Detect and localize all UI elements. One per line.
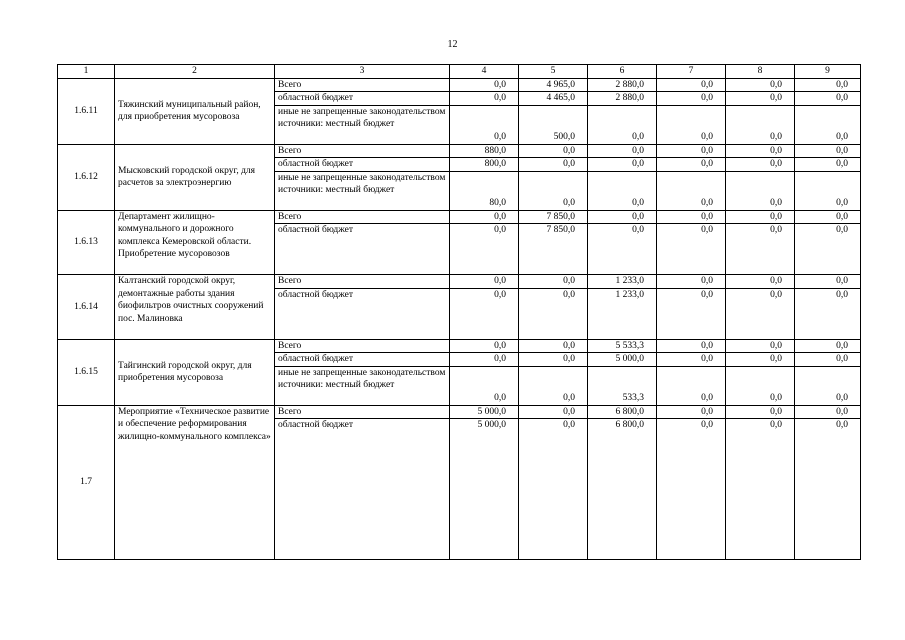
page-number: 12	[447, 39, 458, 50]
amount-cell: 0,0	[519, 158, 588, 172]
amount-cell: 0,0	[588, 144, 657, 158]
amount-cell: 0,0	[657, 92, 726, 106]
amount-cell: 0,0	[657, 78, 726, 92]
amount-cell: 0,0	[519, 275, 588, 289]
amount-cell: 0,0	[657, 275, 726, 289]
column-header: 8	[726, 65, 795, 79]
item-code: 1.6.12	[58, 144, 115, 210]
amount-cell: 0,0	[726, 92, 795, 106]
amount-cell: 0,0	[657, 339, 726, 353]
funding-source: иные не запрещенные законодательством источники: местный бюджет	[275, 366, 450, 405]
funding-source: иные не запрещенные законодательством источники: местный бюджет	[275, 171, 450, 210]
amount-cell: 0,0	[795, 210, 861, 224]
amount-cell: 0,0	[588, 210, 657, 224]
funding-source: областной бюджет	[275, 158, 450, 172]
amount-cell: 0,0	[450, 339, 519, 353]
funding-source: Всего	[275, 144, 450, 158]
amount-cell: 0,0	[450, 210, 519, 224]
amount-cell: 0,0	[519, 144, 588, 158]
amount-cell: 0,0	[726, 353, 795, 367]
item-code: 1.6.11	[58, 78, 115, 144]
amount-cell: 5 000,0	[450, 405, 519, 419]
amount-cell: 7 850,0	[519, 224, 588, 275]
amount-cell: 0,0	[657, 353, 726, 367]
amount-cell: 0,0	[657, 210, 726, 224]
amount-cell: 0,0	[450, 275, 519, 289]
amount-cell: 0,0	[657, 158, 726, 172]
amount-cell: 0,0	[726, 144, 795, 158]
amount-cell: 0,0	[588, 224, 657, 275]
amount-cell: 533,3	[588, 366, 657, 405]
amount-cell: 0,0	[450, 92, 519, 106]
amount-cell: 0,0	[588, 158, 657, 172]
amount-cell: 5 000,0	[450, 419, 519, 560]
table-row	[58, 339, 861, 353]
amount-cell: 80,0	[450, 171, 519, 210]
funding-source: Всего	[275, 405, 450, 419]
amount-cell: 0,0	[726, 288, 795, 339]
table-row	[58, 78, 861, 92]
amount-cell: 0,0	[795, 339, 861, 353]
amount-cell: 0,0	[519, 419, 588, 560]
amount-cell: 0,0	[795, 224, 861, 275]
funding-source: Всего	[275, 78, 450, 92]
funding-source: иные не запрещенные законодательством источники: местный бюджет	[275, 105, 450, 144]
amount-cell: 0,0	[588, 171, 657, 210]
item-description: Мероприятие «Техническое развитие и обеспечение реформирования жилищно-коммунального комплекса»	[115, 405, 275, 560]
table-row	[58, 405, 861, 419]
amount-cell: 5 533,3	[588, 339, 657, 353]
funding-source: Всего	[275, 210, 450, 224]
column-header: 3	[275, 65, 450, 79]
amount-cell: 0,0	[795, 419, 861, 560]
amount-cell: 0,0	[795, 405, 861, 419]
amount-cell: 0,0	[657, 224, 726, 275]
item-description: Департамент жилищно-коммунального и дорожного комплекса Кемеровской области. Приобретение мусоровозов	[115, 210, 275, 275]
amount-cell: 0,0	[450, 366, 519, 405]
funding-source: областной бюджет	[275, 92, 450, 106]
funding-source: областной бюджет	[275, 224, 450, 275]
amount-cell: 0,0	[657, 405, 726, 419]
amount-cell: 0,0	[726, 339, 795, 353]
amount-cell: 7 850,0	[519, 210, 588, 224]
amount-cell: 0,0	[519, 288, 588, 339]
column-header: 2	[115, 65, 275, 79]
amount-cell: 0,0	[657, 366, 726, 405]
amount-cell: 0,0	[519, 366, 588, 405]
amount-cell: 500,0	[519, 105, 588, 144]
amount-cell: 0,0	[726, 210, 795, 224]
table-header-row	[58, 65, 861, 79]
amount-cell: 0,0	[657, 288, 726, 339]
table-row	[58, 210, 861, 224]
amount-cell: 0,0	[450, 288, 519, 339]
amount-cell: 0,0	[726, 366, 795, 405]
amount-cell: 800,0	[450, 158, 519, 172]
amount-cell: 0,0	[519, 171, 588, 210]
amount-cell: 2 880,0	[588, 92, 657, 106]
amount-cell: 0,0	[795, 144, 861, 158]
amount-cell: 0,0	[795, 105, 861, 144]
amount-cell: 0,0	[450, 105, 519, 144]
amount-cell: 0,0	[795, 171, 861, 210]
column-header: 7	[657, 65, 726, 79]
table-row	[58, 275, 861, 289]
amount-cell: 0,0	[726, 78, 795, 92]
item-code: 1.6.15	[58, 339, 115, 405]
column-header: 6	[588, 65, 657, 79]
item-description: Тяжинский муниципальный район, для приобретения мусоровоза	[115, 78, 275, 144]
amount-cell: 0,0	[795, 158, 861, 172]
table-row	[58, 144, 861, 158]
funding-source: областной бюджет	[275, 419, 450, 560]
amount-cell: 1 233,0	[588, 288, 657, 339]
amount-cell: 2 880,0	[588, 78, 657, 92]
amount-cell: 0,0	[795, 78, 861, 92]
amount-cell: 0,0	[657, 419, 726, 560]
amount-cell: 0,0	[726, 419, 795, 560]
column-header: 1	[58, 65, 115, 79]
amount-cell: 0,0	[450, 353, 519, 367]
amount-cell: 0,0	[795, 288, 861, 339]
funding-source: областной бюджет	[275, 353, 450, 367]
amount-cell: 5 000,0	[588, 353, 657, 367]
amount-cell: 0,0	[519, 339, 588, 353]
budget-table	[57, 64, 861, 560]
amount-cell: 0,0	[588, 105, 657, 144]
amount-cell: 0,0	[795, 353, 861, 367]
amount-cell: 0,0	[450, 224, 519, 275]
item-description: Калтанский городской округ, демонтажные работы здания биофильтров очистных сооружений пос. Малиновка	[115, 275, 275, 340]
funding-source: Всего	[275, 275, 450, 289]
amount-cell: 0,0	[726, 158, 795, 172]
column-header: 5	[519, 65, 588, 79]
amount-cell: 0,0	[450, 78, 519, 92]
amount-cell: 0,0	[657, 171, 726, 210]
item-code: 1.6.14	[58, 275, 115, 340]
amount-cell: 6 800,0	[588, 419, 657, 560]
amount-cell: 6 800,0	[588, 405, 657, 419]
item-code: 1.6.13	[58, 210, 115, 275]
amount-cell: 0,0	[726, 224, 795, 275]
amount-cell: 0,0	[795, 366, 861, 405]
amount-cell: 0,0	[795, 92, 861, 106]
amount-cell: 0,0	[795, 275, 861, 289]
amount-cell: 0,0	[726, 171, 795, 210]
item-description: Тайгинский городской округ, для приобретения мусоровоза	[115, 339, 275, 405]
amount-cell: 0,0	[519, 353, 588, 367]
amount-cell: 4 465,0	[519, 92, 588, 106]
column-header: 9	[795, 65, 861, 79]
amount-cell: 4 965,0	[519, 78, 588, 92]
amount-cell: 0,0	[726, 105, 795, 144]
amount-cell: 0,0	[657, 144, 726, 158]
amount-cell: 0,0	[657, 105, 726, 144]
funding-source: Всего	[275, 339, 450, 353]
amount-cell: 1 233,0	[588, 275, 657, 289]
table-body	[58, 78, 861, 560]
amount-cell: 880,0	[450, 144, 519, 158]
funding-source: областной бюджет	[275, 288, 450, 339]
amount-cell: 0,0	[726, 405, 795, 419]
amount-cell: 0,0	[519, 405, 588, 419]
column-header: 4	[450, 65, 519, 79]
amount-cell: 0,0	[726, 275, 795, 289]
item-description: Мысковский городской округ, для расчетов за электроэнергию	[115, 144, 275, 210]
item-code: 1.7	[58, 405, 115, 560]
